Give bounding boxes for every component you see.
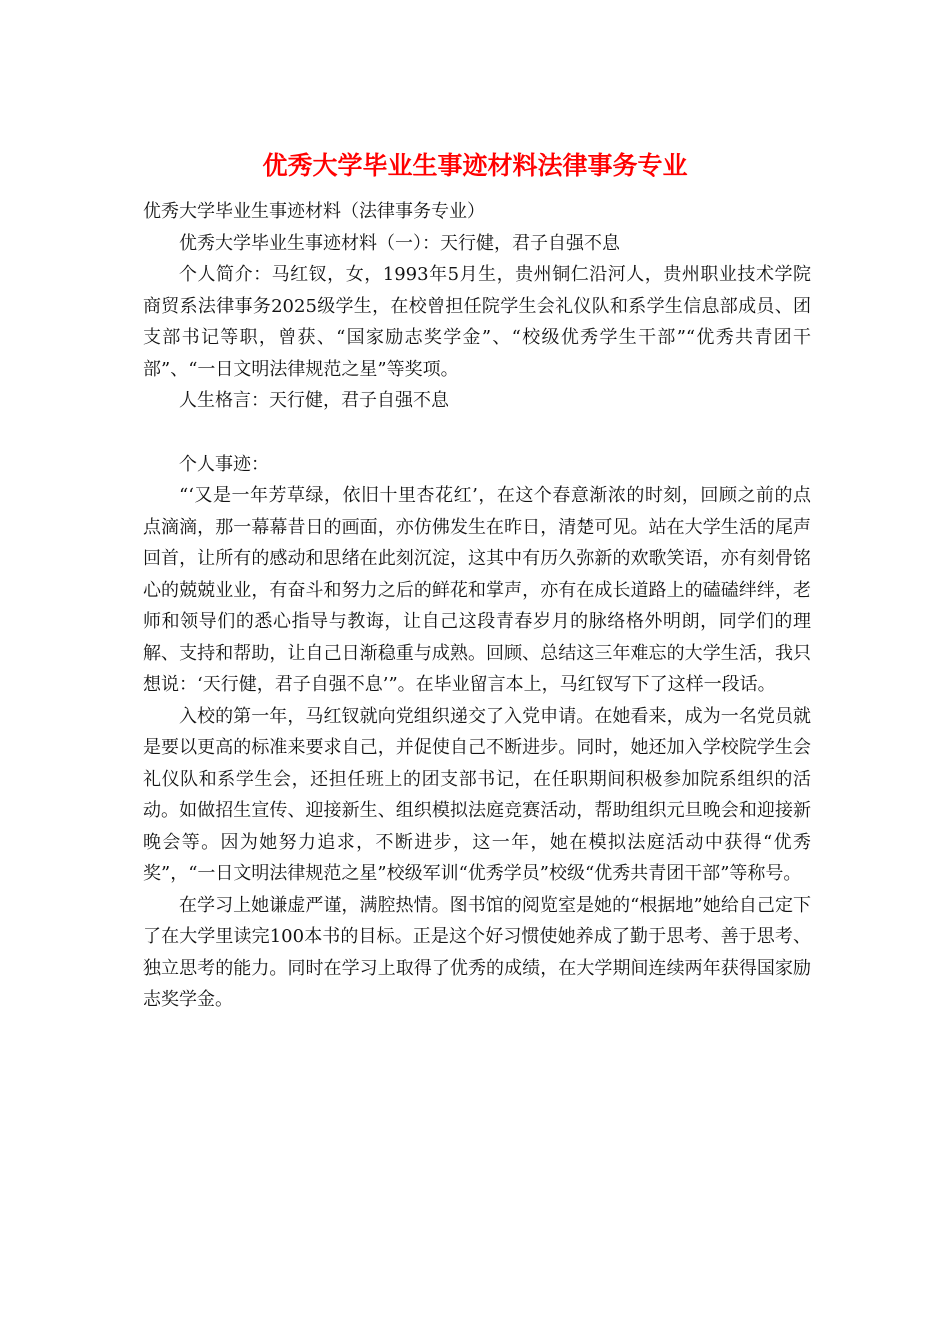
- body-paragraph: 在学习上她谦虚严谨，满腔热情。图书馆的阅览室是她的“根据地”她给自己定下了在大学里读完100本书的目标。正是这个好习惯使她养成了勤于思考、善于思考、独立思考的能力。同时在学习上取得了优秀的成绩，在大学期间连续两年获得国家励志奖学金。: [143, 894, 811, 1010]
- body-paragraph: “‘又是一年芳草绿，依旧十里杏花红’，在这个春意渐浓的时刻，回顾之前的点点滴滴，那一幕幕昔日的画面，亦仿佛发生在昨日，清楚可见。站在大学生活的尾声回首，让所有的感动和思绪在此刻沉淀，这其中有历久弥新的欢歌笑语，亦有刻骨铭心的兢兢业业，有奋斗和努力之后的鲜花和掌声，亦有在成长道路上的磕磕绊绊，老师和领导们的悉心指导与教诲，让自己这段青春岁月的脉络格外明朗，同学们的理解、支持和帮助，让自己日渐稳重与成熟。回顾、总结这三年难忘的大学生活，我只想说：‘天行健，君子自强不息’”。在毕业留言本上，马红钗写下了这样一段话。: [143, 485, 811, 695]
- motto-paragraph: 人生格言：天行健，君子自强不息: [179, 390, 449, 411]
- blank-line: [143, 417, 811, 449]
- section-heading: 优秀大学毕业生事迹材料（一）：天行健，君子自强不息: [179, 232, 620, 254]
- intro-paragraph: 个人简介：马红钗，女，1993年5月生，贵州铜仁沿河人，贵州职业技术学院商贸系法律事务2025级学生，在校曾担任院学生会礼仪队和系学生信息部成员、团支部书记等职，曾获、“国家励志奖学金”、“校级优秀学生干部”“优秀共青团干部”、“一日文明法律规范之星”等奖项。: [143, 264, 811, 380]
- document-title: 优秀大学毕业生事迹材料法律事务专业: [262, 151, 688, 180]
- document-body: [143, 196, 811, 1016]
- deeds-heading: 个人事迹：: [179, 453, 269, 475]
- document-subtitle: 优秀大学毕业生事迹材料（法律事务专业）: [143, 201, 485, 222]
- body-paragraph: 入校的第一年，马红钗就向党组织递交了入党申请。在她看来，成为一名党员就是要以更高的标准来要求自己，并促使自己不断进步。同时，她还加入学校院学生会礼仪队和系学生会，还担任班上的团支部书记，在任职期间积极参加院系组织的活动。如做招生宣传、迎接新生、组织模拟法庭竞赛活动，帮助组织元旦晚会和迎接新晚会等。因为她努力追求，不断进步，这一年，她在模拟法庭活动中获得“优秀奖”，“一日文明法律规范之星”校级军训“优秀学员”校级“优秀共青团干部”等称号。: [143, 705, 811, 884]
